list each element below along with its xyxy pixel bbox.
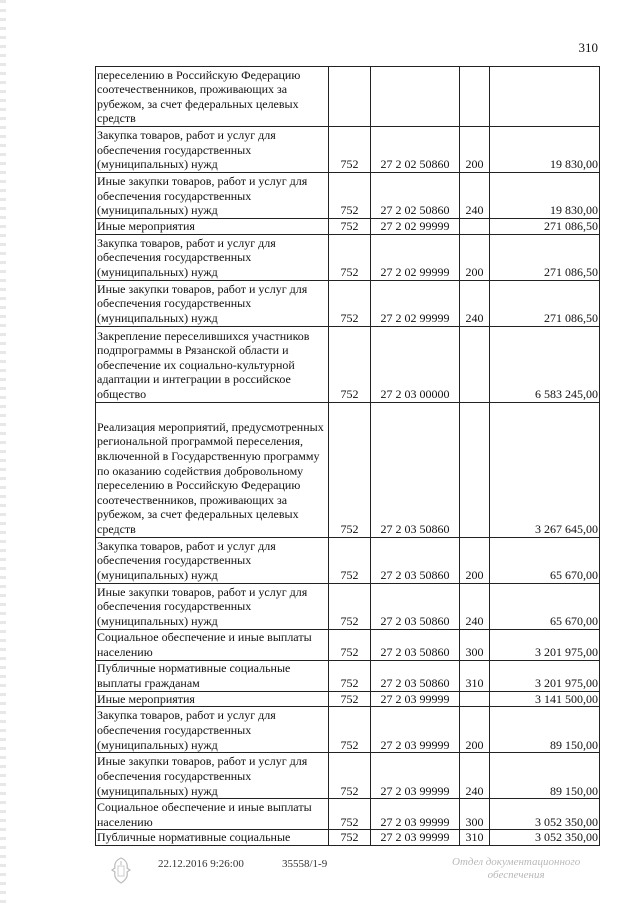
row-grbs-cell: 752 [329,799,371,830]
document-footer [0,856,640,896]
table-row [96,753,600,799]
scan-edge-artifact [0,0,6,905]
table-row [96,127,600,173]
row-amount-cell: 65 670,00 [490,537,600,583]
row-target-code-cell: 27 2 02 50860 [371,173,460,219]
row-name-cell: Закупка товаров, работ и услуг для обеспечения государственных (муниципальных) нужд [96,707,329,753]
row-expense-type-cell [460,326,490,402]
row-name-cell: Иные закупки товаров, работ и услуг для обеспечения государственных (муниципальных) нужд [96,173,329,219]
row-grbs-cell: 752 [329,173,371,219]
table-row [96,660,600,691]
row-amount-cell: 3 201 975,00 [490,660,600,691]
row-grbs-cell: 752 [329,707,371,753]
table-row [96,402,600,537]
row-amount-cell: 271 086,50 [490,280,600,326]
stamp-line: Отдел документационного [452,856,581,868]
table-row [96,326,600,402]
row-expense-type-cell: 310 [460,660,490,691]
table-row [96,280,600,326]
row-name-cell: Реализация мероприятий, предусмотренных региональной программой переселения, включенной в Государственную программу по оказанию содействия добровольному переселению в Российскую Федерацию соотечественников, проживающих за рубежом, за счет федеральных целевых средств [96,402,329,537]
row-grbs-cell: 752 [329,219,371,235]
row-name-cell: Закупка товаров, работ и услуг для обеспечения государственных (муниципальных) нужд [96,537,329,583]
row-name-cell: Иные закупки товаров, работ и услуг для обеспечения государственных (муниципальных) нужд [96,753,329,799]
row-grbs-cell: 752 [329,753,371,799]
row-target-code-cell: 27 2 03 50860 [371,660,460,691]
row-expense-type-cell: 240 [460,173,490,219]
row-target-code-cell: 27 2 03 99999 [371,753,460,799]
table-row [96,691,600,707]
row-grbs-cell: 752 [329,691,371,707]
row-grbs-cell: 752 [329,326,371,402]
row-name-cell: Иные мероприятия [96,219,329,235]
row-target-code-cell [371,67,460,127]
row-name-cell: Закупка товаров, работ и услуг для обеспечения государственных (муниципальных) нужд [96,127,329,173]
row-name-cell: Публичные нормативные социальные [96,830,329,846]
table-row [96,707,600,753]
table-row [96,67,600,127]
row-grbs-cell: 752 [329,537,371,583]
table-row [96,234,600,280]
row-grbs-cell: 752 [329,830,371,846]
row-target-code-cell: 27 2 02 99999 [371,280,460,326]
row-expense-type-cell [460,219,490,235]
table-row [96,799,600,830]
row-name-cell: Социальное обеспечение и иные выплаты населению [96,799,329,830]
row-expense-type-cell [460,402,490,537]
row-grbs-cell [329,67,371,127]
department-stamp [452,856,580,882]
row-name-cell: Иные мероприятия [96,691,329,707]
table-row [96,629,600,660]
row-grbs-cell: 752 [329,629,371,660]
row-name-cell: Публичные нормативные социальные выплаты гражданам [96,660,329,691]
row-target-code-cell: 27 2 03 50860 [371,537,460,583]
table-row [96,537,600,583]
row-amount-cell: 3 141 500,00 [490,691,600,707]
row-amount-cell: 19 830,00 [490,127,600,173]
row-expense-type-cell: 200 [460,537,490,583]
table-row [96,583,600,629]
row-target-code-cell: 27 2 03 50860 [371,402,460,537]
row-expense-type-cell: 300 [460,629,490,660]
row-name-cell: переселению в Российскую Федерацию соотечественников, проживающих за рубежом, за счет федеральных целевых средств [96,67,329,127]
row-expense-type-cell: 240 [460,280,490,326]
row-expense-type-cell [460,691,490,707]
row-target-code-cell: 27 2 03 99999 [371,799,460,830]
footer-datetime: 22.12.2016 9:26:00 [158,858,244,870]
row-amount-cell [490,67,600,127]
row-expense-type-cell: 240 [460,753,490,799]
table-row [96,219,600,235]
row-expense-type-cell: 240 [460,583,490,629]
row-grbs-cell: 752 [329,402,371,537]
page-number: 310 [578,40,598,55]
row-amount-cell: 271 086,50 [490,234,600,280]
row-grbs-cell: 752 [329,660,371,691]
row-amount-cell: 89 150,00 [490,707,600,753]
row-expense-type-cell: 200 [460,127,490,173]
row-target-code-cell: 27 2 03 99999 [371,691,460,707]
row-expense-type-cell: 200 [460,707,490,753]
table-row [96,173,600,219]
row-grbs-cell: 752 [329,280,371,326]
stamp-line: обеспечения [487,869,545,881]
row-name-cell: Закрепление переселившихся участников подпрограммы в Рязанской области и обеспечение их социально-культурной адаптации и интеграции в российское общество [96,326,329,402]
row-target-code-cell: 27 2 02 99999 [371,234,460,280]
row-target-code-cell: 27 2 03 00000 [371,326,460,402]
row-target-code-cell: 27 2 02 99999 [371,219,460,235]
row-expense-type-cell: 310 [460,830,490,846]
row-amount-cell: 89 150,00 [490,753,600,799]
row-expense-type-cell: 200 [460,234,490,280]
row-grbs-cell: 752 [329,234,371,280]
row-name-cell: Иные закупки товаров, работ и услуг для обеспечения государственных (муниципальных) нужд [96,280,329,326]
row-grbs-cell: 752 [329,583,371,629]
row-amount-cell: 65 670,00 [490,583,600,629]
row-amount-cell: 19 830,00 [490,173,600,219]
row-target-code-cell: 27 2 02 50860 [371,127,460,173]
row-expense-type-cell [460,67,490,127]
row-target-code-cell: 27 2 03 50860 [371,583,460,629]
row-grbs-cell: 752 [329,127,371,173]
row-amount-cell: 3 052 350,00 [490,830,600,846]
row-amount-cell: 3 267 645,00 [490,402,600,537]
row-name-cell: Закупка товаров, работ и услуг для обеспечения государственных (муниципальных) нужд [96,234,329,280]
coat-of-arms-icon [108,856,134,886]
row-expense-type-cell: 300 [460,799,490,830]
footer-document-id: 35558/1-9 [282,858,328,870]
row-name-cell: Социальное обеспечение и иные выплаты населению [96,629,329,660]
row-name-cell: Иные закупки товаров, работ и услуг для обеспечения государственных (муниципальных) нужд [96,583,329,629]
row-amount-cell: 271 086,50 [490,219,600,235]
row-target-code-cell: 27 2 03 99999 [371,830,460,846]
row-amount-cell: 3 201 975,00 [490,629,600,660]
row-amount-cell: 3 052 350,00 [490,799,600,830]
budget-table [95,66,600,846]
row-target-code-cell: 27 2 03 99999 [371,707,460,753]
row-target-code-cell: 27 2 03 50860 [371,629,460,660]
table-row [96,830,600,846]
row-amount-cell: 6 583 245,00 [490,326,600,402]
